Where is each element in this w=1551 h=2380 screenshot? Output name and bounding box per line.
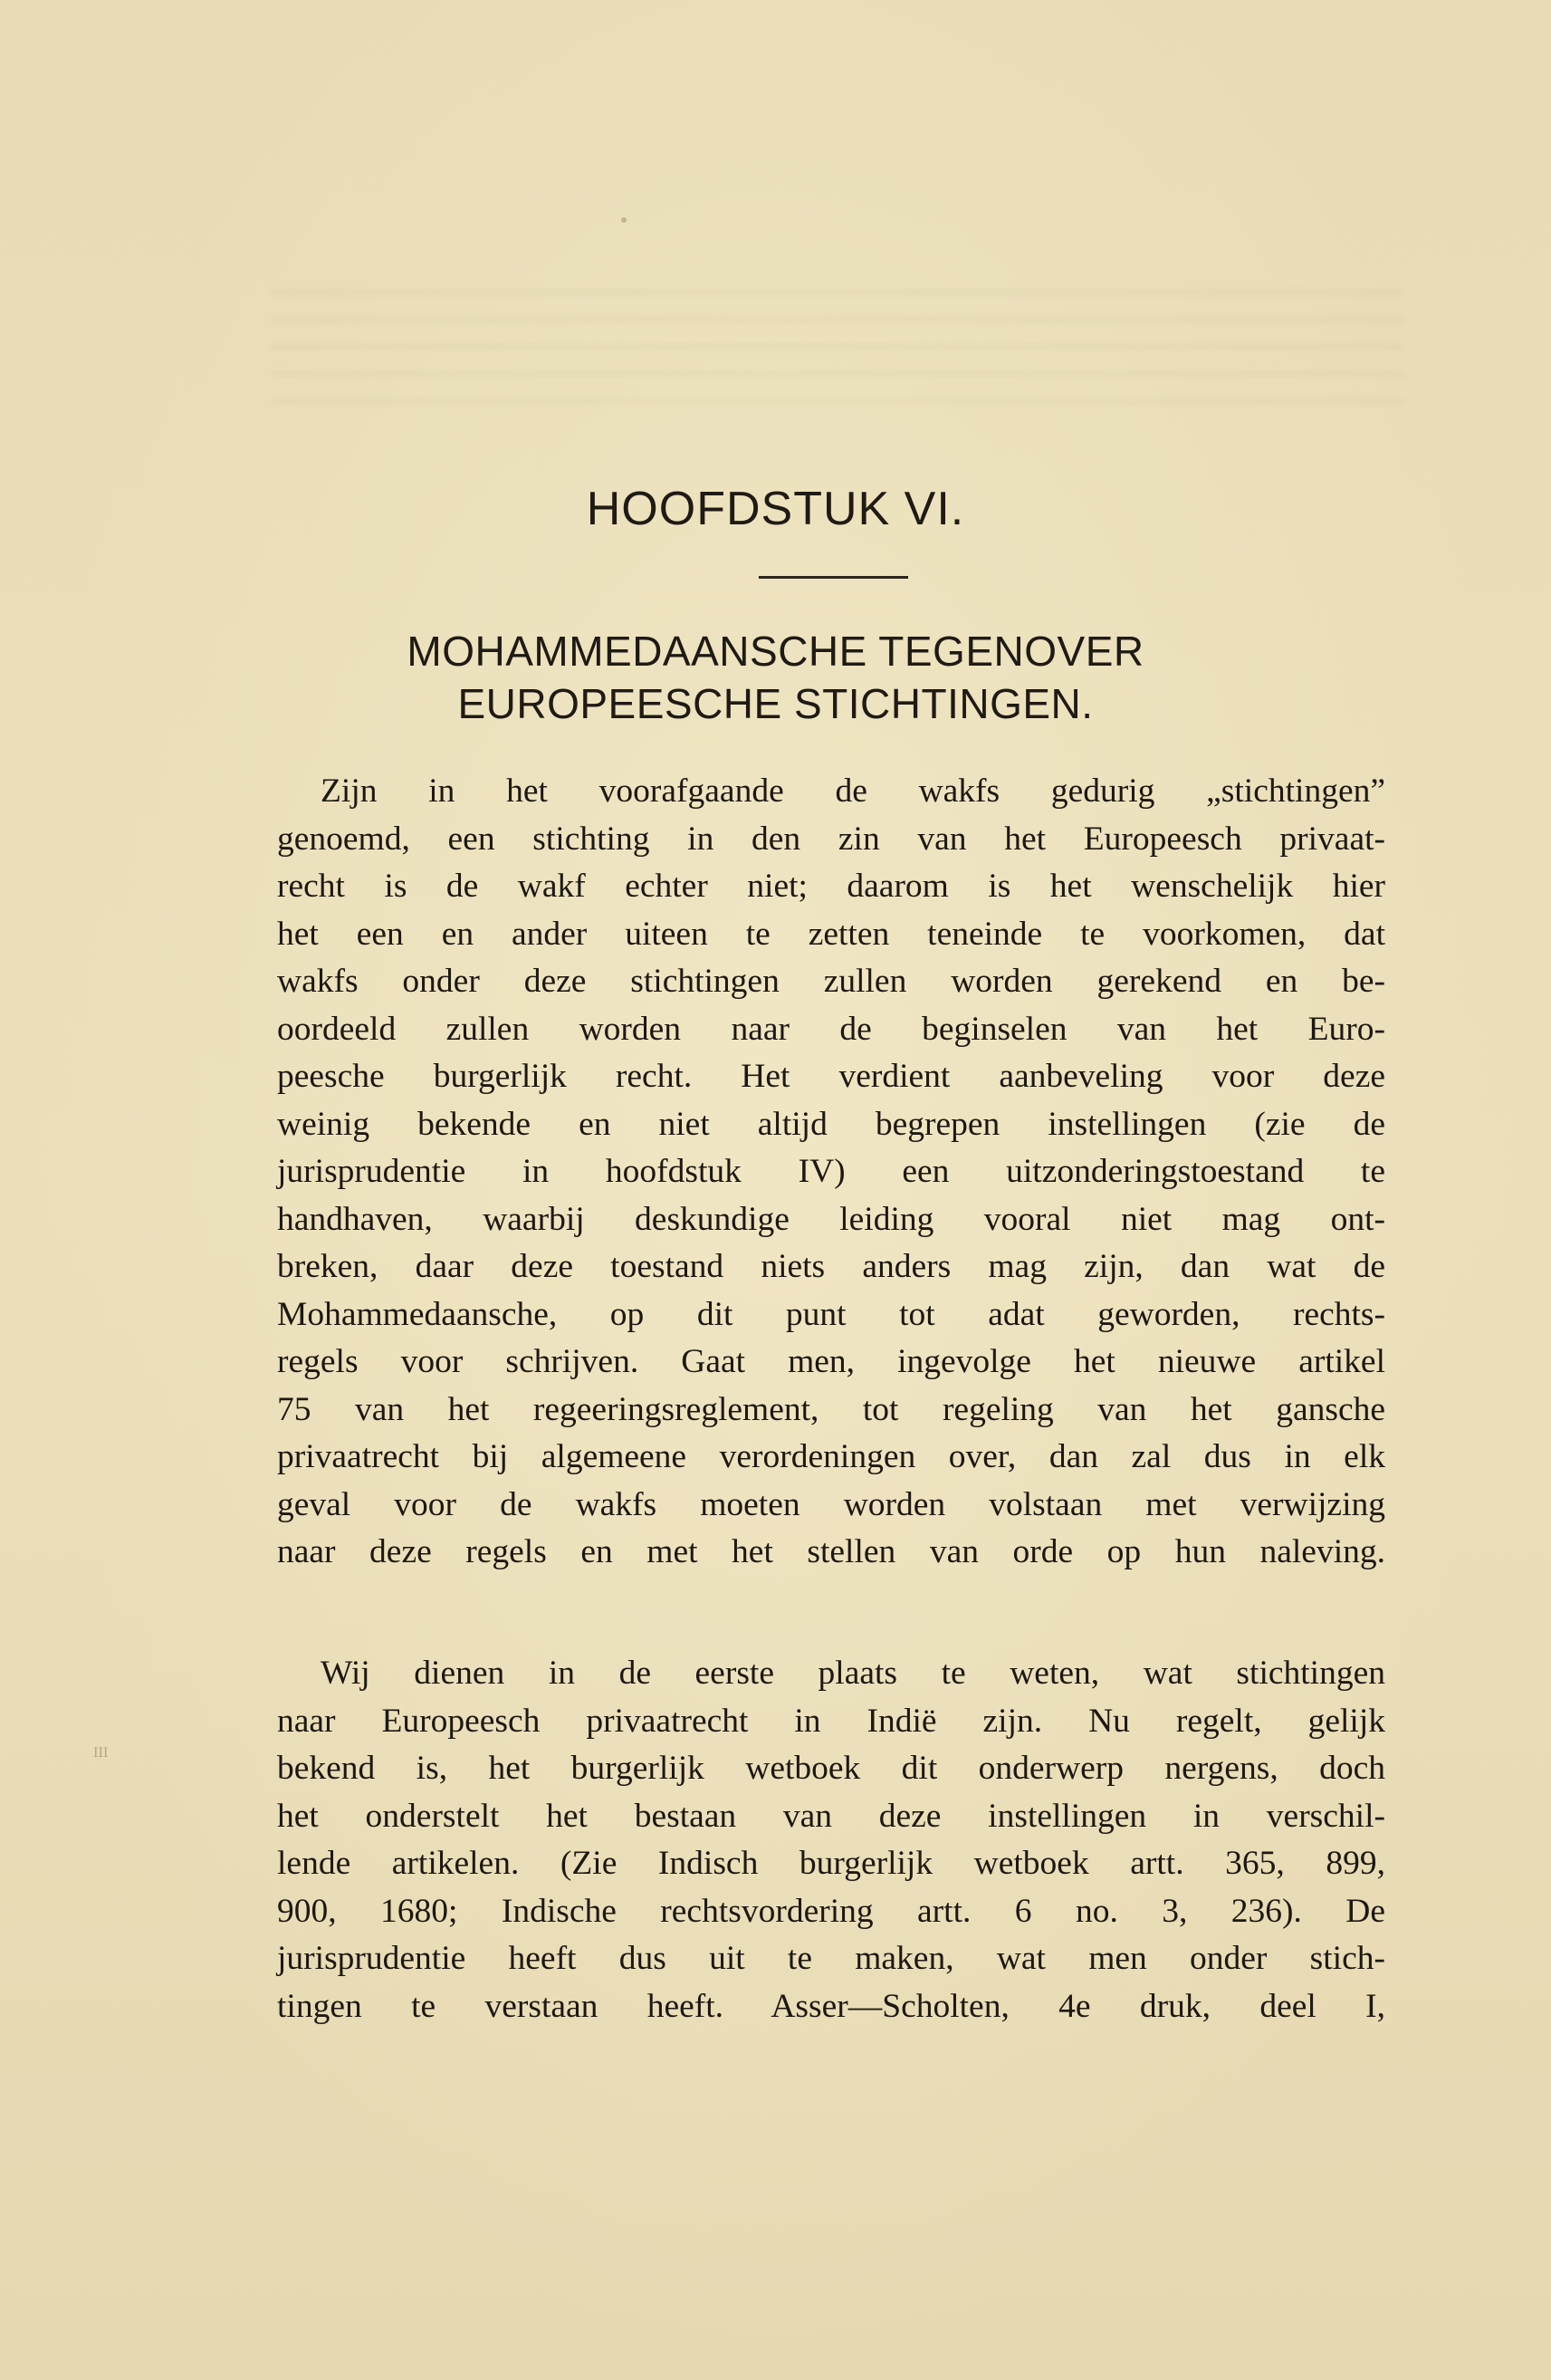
text-line: privaatrecht bij algemeene verordeningen over, dan zal dus in elk <box>277 1438 1385 1475</box>
text-line: oordeeld zullen worden naar de beginselen van het Euro- <box>277 1010 1385 1048</box>
text-line: lende artikelen. (Zie Indisch burgerlijk wetboek artt. 365, 899, <box>277 1845 1385 1882</box>
text-line: naar deze regels en met het stellen van orde op hun naleving. <box>277 1533 1385 1570</box>
text-line: Zijn in het voorafgaande de wakfs gedurig „stichtingen” <box>321 773 1385 810</box>
text-line: genoemd, een stichting in den zin van het Europeesch privaat- <box>277 820 1385 858</box>
text-line: het onderstelt het bestaan van deze instellingen in verschil- <box>277 1797 1385 1835</box>
chapter-title: HOOFDSTUK VI. <box>586 483 965 535</box>
text-line: tingen te verstaan heeft. Asser—Scholten, 4e druk, deel I, <box>277 1987 1385 2025</box>
paragraph-2 <box>277 1650 1385 2030</box>
subtitle-line-1: MOHAMMEDAANSCHE TEGENOVER <box>407 628 1144 675</box>
text-line: 900, 1680; Indische rechtsvordering artt. 6 no. 3, 236). De <box>277 1892 1385 1930</box>
text-line: regels voor schrijven. Gaat men, ingevolge het nieuwe artikel <box>277 1343 1385 1380</box>
text-line: Wij dienen in de eerste plaats te weten, wat stichtingen <box>321 1655 1385 1692</box>
text-line: peesche burgerlijk recht. Het verdient aanbeveling voor deze <box>277 1058 1385 1095</box>
bleed-through-text <box>272 290 1403 426</box>
text-line: breken, daar deze toestand niets anders mag zijn, dan wat de <box>277 1248 1385 1285</box>
title-divider <box>759 576 908 579</box>
text-line: wakfs onder deze stichtingen zullen worden gerekend en be- <box>277 963 1385 1000</box>
chapter-subtitle <box>0 625 1551 730</box>
subtitle-line-2: EUROPEESCHE STICHTINGEN. <box>457 680 1094 727</box>
text-line: geval voor de wakfs moeten worden volstaan met verwijzing <box>277 1485 1385 1523</box>
text-line: 75 van het regeeringsreglement, tot regeling van het gansche <box>277 1390 1385 1428</box>
text-line: het een en ander uiteen te zetten teneinde te voorkomen, dat <box>277 915 1385 953</box>
paper-speck <box>621 217 627 223</box>
text-line: bekend is, het burgerlijk wetboek dit onderwerp nergens, doch <box>277 1750 1385 1787</box>
text-line: jurisprudentie heeft dus uit te maken, wat men onder stich- <box>277 1940 1385 1977</box>
text-line: recht is de wakf echter niet; daarom is het wenschelijk hier <box>277 868 1385 905</box>
text-line: handhaven, waarbij deskundige leiding vooral niet mag ont- <box>277 1200 1385 1238</box>
paragraph-1 <box>277 768 1385 1577</box>
text-line: Mohammedaansche, op dit punt tot adat geworden, rechts- <box>277 1295 1385 1333</box>
text-line: jurisprudentie in hoofdstuk IV) een uitzonderingstoestand te <box>277 1153 1385 1190</box>
margin-mark: III <box>93 1746 109 1761</box>
text-line: naar Europeesch privaatrecht in Indië zijn. Nu regelt, gelijk <box>277 1702 1385 1740</box>
text-line: weinig bekende en niet altijd begrepen instellingen (zie de <box>277 1105 1385 1143</box>
